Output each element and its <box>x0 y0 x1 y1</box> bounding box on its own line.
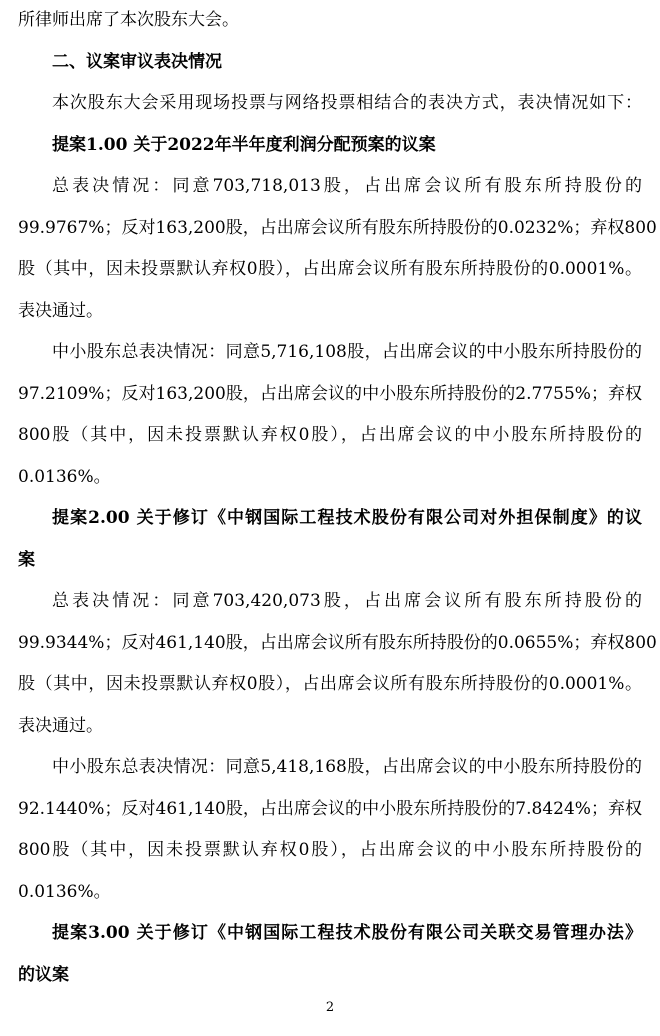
paragraph-line: 中小股东总表决情况：同意5,716,108股，占出席会议的中小股东所持股份的 <box>52 342 642 362</box>
proposal-title: 提案1.00 关于2022年半年度利润分配预案的议案 <box>52 134 436 155</box>
paragraph-line: 股（其中，因未投票默认弃权0股），占出席会议所有股东所持股份的0.0001%。 <box>18 259 642 279</box>
paragraph-line: 0.0136%。 <box>18 466 111 487</box>
proposal-title: 提案3.00 关于修订《中钢国际工程技术股份有限公司关联交易管理办法》 <box>52 923 642 943</box>
paragraph-line: 中小股东总表决情况：同意5,418,168股，占出席会议的中小股东所持股份的 <box>52 757 642 777</box>
paragraph-line: 97.2109%；反对163,200股，占出席会议的中小股东所持股份的2.7755%；弃权 <box>18 383 642 404</box>
paragraph-line: 99.9344%；反对461,140股，占出席会议所有股东所持股份的0.0655%；弃权800 <box>18 632 657 653</box>
paragraph-line: 800股（其中，因未投票默认弃权0股），占出席会议的中小股东所持股份的 <box>18 425 642 445</box>
paragraph-line: 92.1440%；反对461,140股，占出席会议的中小股东所持股份的7.8424%；弃权 <box>18 798 642 819</box>
proposal-1 <box>18 125 657 499</box>
paragraph-line: 股（其中，因未投票默认弃权0股），占出席会议所有股东所持股份的0.0001%。 <box>18 674 642 694</box>
intro-line: 所律师出席了本次股东大会。 <box>18 10 239 30</box>
page-number: 2 <box>325 1000 335 1015</box>
paragraph-line: 总表决情况：同意703,420,073股，占出席会议所有股东所持股份的 <box>52 591 642 611</box>
paragraph-line: 表决通过。 <box>18 300 103 321</box>
paragraph-line: 800股（其中，因未投票默认弃权0股），占出席会议的中小股东所持股份的 <box>18 840 642 860</box>
section-heading: 二、议案审议表决情况 <box>52 51 222 72</box>
proposal-title-continued: 的议案 <box>18 964 69 985</box>
minority-voting-paragraph <box>18 332 642 498</box>
minority-voting-paragraph <box>18 747 642 913</box>
proposal-title-continued: 案 <box>18 549 35 570</box>
paragraph-line: 总表决情况：同意703,718,013股，占出席会议所有股东所持股份的 <box>52 176 642 196</box>
proposal-2 <box>18 498 657 913</box>
document-page <box>18 0 657 996</box>
paragraph-line: 0.0136%。 <box>18 881 111 902</box>
voting-method-text: 本次股东大会采用现场投票与网络投票相结合的表决方式，表决情况如下： <box>52 93 642 113</box>
paragraph-line: 表决通过。 <box>18 715 103 736</box>
proposal-title: 提案2.00 关于修订《中钢国际工程技术股份有限公司对外担保制度》的议 <box>52 508 642 528</box>
total-voting-paragraph <box>18 166 657 332</box>
proposal-3 <box>18 913 642 996</box>
total-voting-paragraph <box>18 581 657 747</box>
paragraph-line: 99.9767%；反对163,200股，占出席会议所有股东所持股份的0.0232%；弃权800 <box>18 217 657 238</box>
